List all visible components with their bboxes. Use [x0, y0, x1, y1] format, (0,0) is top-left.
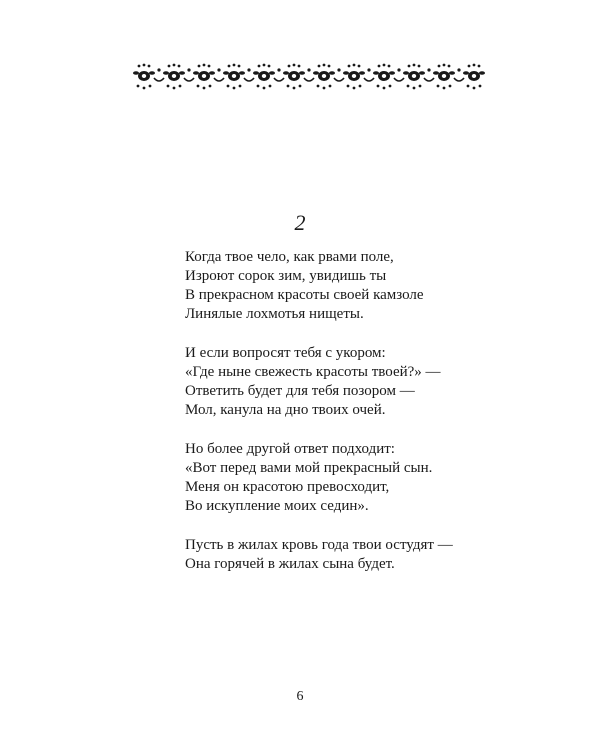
- poem-line: Изроют сорок зим, увидишь ты: [185, 268, 387, 284]
- poem-line: Во искупление моих седин».: [185, 498, 369, 514]
- poem-line: Линялые лохмотья нищеты.: [185, 306, 364, 322]
- poem-line: Мол, канула на дно твоих очей.: [185, 402, 386, 418]
- poem-number: 2: [294, 210, 306, 235]
- poem-line: Ответить будет для тебя позором —: [185, 383, 415, 399]
- poem-line: Пусть в жилах кровь года твои остудят —: [185, 537, 453, 553]
- stanza-1: [185, 248, 505, 324]
- poem-line: «Вот перед вами мой прекрасный сын.: [185, 460, 433, 476]
- stanza-2: [185, 344, 505, 420]
- stanza-4: [185, 536, 505, 574]
- poem-line: И если вопросят тебя с укором:: [185, 345, 386, 361]
- poem-line: Когда твое чело, как рвами поле,: [185, 249, 394, 265]
- poem-line: Меня он красотою превосходит,: [185, 479, 390, 495]
- stanza-3: [185, 440, 505, 516]
- page-number: 6: [296, 689, 304, 704]
- poem-body: [185, 248, 505, 594]
- poem-line: Она горячей в жилах сына будет.: [185, 556, 395, 572]
- floral-border-ornament-icon: [128, 62, 490, 92]
- poem-line: «Где ныне свежесть красоты твоей?» —: [185, 364, 441, 380]
- poem-line: В прекрасном красоты своей камзоле: [185, 287, 424, 303]
- poem-line: Но более другой ответ подходит:: [185, 441, 395, 457]
